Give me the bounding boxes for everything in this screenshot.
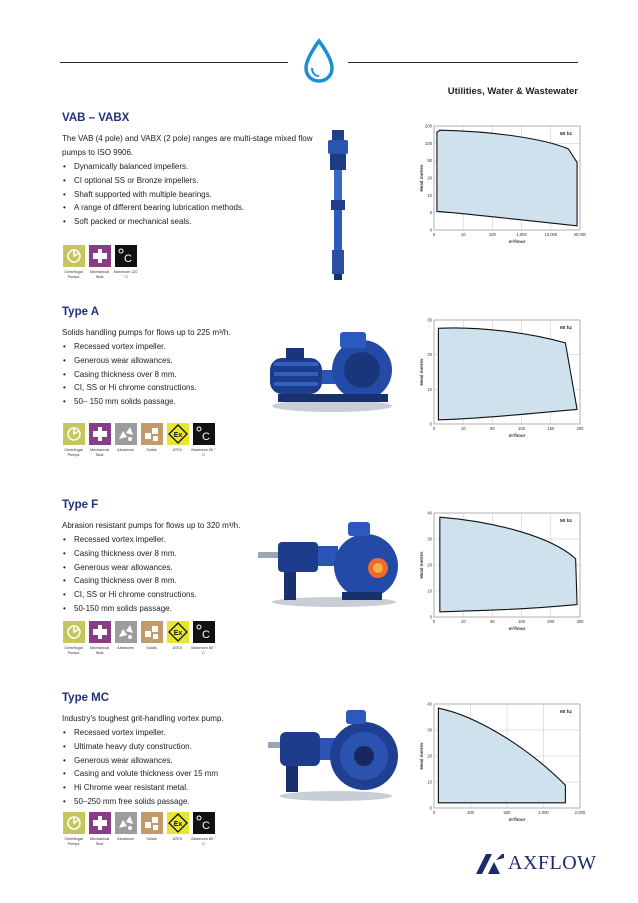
icon-label: Mechanical Seal <box>89 646 110 655</box>
y-tick-label: 200 <box>425 124 432 129</box>
list-item: • CI optional SS or Bronze impellers. <box>62 174 582 188</box>
y-tick-label: 40 <box>427 702 432 707</box>
temperature-icon <box>193 812 215 834</box>
icon-label: Centrifugal Pumps <box>64 448 83 457</box>
chart-svg <box>418 511 586 635</box>
icon-label: Solids <box>146 837 157 841</box>
y-tick-label: 20 <box>427 562 432 568</box>
frequency-label: 50 hz <box>560 326 572 331</box>
y-tick-label: 10 <box>427 386 432 392</box>
icon-label: Maximum 80 ° C <box>191 646 216 655</box>
mechanical-seal-badge <box>88 423 111 458</box>
svg-text:C: C <box>201 820 210 832</box>
performance-envelope <box>437 130 577 226</box>
frequency-label: 50 hz <box>560 519 572 524</box>
y-tick-label: 30 <box>427 727 432 733</box>
atex-badge <box>166 812 189 847</box>
abrasives-icon <box>115 621 137 643</box>
frequency-label: 50 hz <box>560 132 572 137</box>
type-mc-pump-photo <box>266 706 402 804</box>
x-tick-label: 150 <box>547 426 555 431</box>
icon-label: ATEX <box>172 646 183 650</box>
temperature-badge <box>114 245 137 280</box>
frequency-label: 50 hz <box>560 710 572 715</box>
x-tick-label: 200 <box>576 426 584 431</box>
page-subtitle: Utilities, Water & Wastewater <box>447 86 578 97</box>
x-tick-label: 50 <box>490 426 495 431</box>
list-item: • Ultimate heavy duty construction. <box>62 740 582 754</box>
atex-icon <box>167 621 189 643</box>
list-item: • 50– 150 mm solids passage. <box>62 395 582 409</box>
x-tick-label: 500 <box>503 810 511 815</box>
y-tick-label: 0 <box>429 805 432 811</box>
icon-row <box>62 423 215 458</box>
icon-label: Maximum 80 ° C <box>191 448 216 457</box>
y-tick-label: 20 <box>427 352 432 358</box>
mechanical-seal-icon <box>89 423 111 445</box>
atex-icon <box>167 812 189 834</box>
y-tick-label: 50 <box>427 158 432 164</box>
x-tick-label: 200 <box>547 619 555 624</box>
icon-label: Solids <box>146 448 157 452</box>
icon-row <box>62 812 215 847</box>
y-tick-label: 10 <box>427 779 432 785</box>
performance-envelope <box>438 328 577 420</box>
centrifugal-pumps-badge <box>62 423 85 458</box>
abrasives-badge <box>114 423 137 458</box>
y-tick-label: 10 <box>427 192 432 198</box>
x-tick-label: 10,000 <box>544 232 558 237</box>
list-item: • Casing thickness over 8 mm. <box>62 368 582 382</box>
x-tick-label: 100 <box>518 426 526 431</box>
y-tick-label: 5 <box>429 210 432 216</box>
abrasives-badge <box>114 812 137 847</box>
centrifugal-pumps-badge <box>62 621 85 656</box>
chart-vab-performance <box>418 124 586 248</box>
list-item: • Shaft supported with multiple bearings. <box>62 188 582 202</box>
mechanical-seal-icon <box>89 245 111 267</box>
mechanical-seal-icon <box>89 812 111 834</box>
mechanical-seal-badge <box>88 812 111 847</box>
centrifugal-pumps-icon <box>63 423 85 445</box>
temperature-icon <box>193 621 215 643</box>
y-axis-label: Head metres <box>419 742 424 770</box>
abrasives-icon <box>115 423 137 445</box>
chart-svg <box>418 124 586 248</box>
chart-type-a-performance <box>418 318 586 442</box>
icon-label: Maximum 80 ° C <box>191 837 216 846</box>
vertical-pump-photo <box>318 128 358 283</box>
list-item: • Recessed vortex impeller. <box>62 340 582 354</box>
atex-badge <box>166 423 189 458</box>
list-item: • Recessed vortex impeller. <box>62 533 582 547</box>
list-item: • Dynamically balanced impellers. <box>62 160 582 174</box>
temperature-badge <box>192 621 215 656</box>
svg-text:Ex: Ex <box>173 630 182 637</box>
y-tick-label: 30 <box>427 318 432 323</box>
section-title: Type MC <box>62 692 110 704</box>
x-tick-label: 1,000 <box>516 232 527 237</box>
section-description: Abrasion resistant pumps for flows up to 320 m³/h. <box>62 521 241 530</box>
y-tick-label: 20 <box>427 175 432 181</box>
icon-label: Centrifugal Pumps <box>64 837 83 846</box>
y-axis-label: Head metres <box>419 551 424 579</box>
solids-badge <box>140 423 163 458</box>
list-item: • Hi Chrome wear resistant metal. <box>62 781 582 795</box>
chart-type-f-performance <box>418 511 586 635</box>
list-item: • Generous wear allowances. <box>62 354 582 368</box>
x-tick-label: 0 <box>432 426 436 431</box>
section-description: Industry's toughest grit-handling vortex pump. <box>62 714 224 723</box>
icon-label: Mechanical Seal <box>89 448 110 457</box>
abrasives-icon <box>115 812 137 834</box>
x-tick-label: 0 <box>432 810 436 815</box>
y-tick-label: 40 <box>427 511 432 516</box>
list-item: • Generous wear allowances. <box>62 754 582 768</box>
icon-label: Centrifugal Pumps <box>64 646 83 655</box>
brand-name: AXFLOW <box>508 852 597 874</box>
icon-label: Solids <box>146 646 157 650</box>
axflow-logo-icon <box>476 854 504 874</box>
icon-label: Mechanical Seal <box>89 270 110 279</box>
x-tick-label: 0 <box>432 232 436 237</box>
chart-svg <box>418 318 586 442</box>
x-axis-label: m³/hour <box>508 433 526 438</box>
solids-badge <box>140 812 163 847</box>
icon-label: Abrasives <box>117 448 134 452</box>
type-a-pump-photo <box>262 318 402 418</box>
centrifugal-pumps-badge <box>62 812 85 847</box>
y-axis-label: Head metres <box>419 164 424 192</box>
icon-label: Mechanical Seal <box>89 837 110 846</box>
x-tick-label: 40,000 <box>573 232 586 237</box>
centrifugal-pumps-icon <box>63 245 85 267</box>
icon-label: ATEX <box>172 837 183 841</box>
svg-text:C: C <box>201 629 210 641</box>
chart-svg <box>418 702 586 826</box>
list-item: • 50–250 mm free solids passage. <box>62 795 582 809</box>
x-tick-label: 10 <box>460 426 466 431</box>
mechanical-seal-badge <box>88 245 111 280</box>
y-axis-label: Head metres <box>419 358 424 386</box>
y-tick-label: 100 <box>425 140 432 146</box>
icon-label: Maximum 120 ° C <box>113 270 138 279</box>
icon-label: Centrifugal Pumps <box>64 270 83 279</box>
x-axis-label: m³/hour <box>508 239 526 244</box>
x-tick-label: 10 <box>460 619 466 624</box>
list-item: • Recessed vortex impeller. <box>62 726 582 740</box>
axflow-logo <box>476 852 597 875</box>
solids-icon <box>141 812 163 834</box>
x-axis-label: m³/hour <box>508 626 526 631</box>
x-tick-label: 0 <box>432 619 436 624</box>
section-description: The VAB (4 pole) and VABX (2 pole) ranges are multi-stage mixed flow pumps to ISO 9906. <box>62 134 313 157</box>
x-tick-label: 50 <box>490 619 495 624</box>
header-rule-right <box>348 62 578 63</box>
x-tick-label: 100 <box>467 810 474 815</box>
y-tick-label: 0 <box>429 421 432 427</box>
centrifugal-pumps-icon <box>63 621 85 643</box>
list-item: • Casing thickness over 8 mm. <box>62 547 582 561</box>
y-tick-label: 20 <box>427 753 432 759</box>
solids-icon <box>141 621 163 643</box>
atex-icon <box>167 423 189 445</box>
header-rule-left <box>60 62 288 63</box>
x-tick-label: 1,000 <box>538 810 549 815</box>
list-item: • Soft packed or mechanical seals. <box>62 215 582 229</box>
svg-text:C: C <box>123 253 132 265</box>
x-tick-label: 2,000 <box>574 810 586 815</box>
list-item: • CI, SS or Hi chrome constructions. <box>62 588 582 602</box>
water-drop-icon <box>300 38 338 84</box>
icon-label: Abrasives <box>117 837 134 841</box>
list-item: • Generous wear allowances. <box>62 561 582 575</box>
list-item: • 50-150 mm solids passage. <box>62 602 582 616</box>
type-f-pump-photo <box>256 512 402 610</box>
y-tick-label: 0 <box>429 227 432 233</box>
temperature-icon <box>115 245 137 267</box>
svg-text:Ex: Ex <box>173 821 182 828</box>
icon-row <box>62 245 137 280</box>
centrifugal-pumps-badge <box>62 245 85 280</box>
temperature-badge <box>192 812 215 847</box>
atex-badge <box>166 621 189 656</box>
centrifugal-pumps-icon <box>63 812 85 834</box>
y-tick-label: 10 <box>427 588 432 594</box>
section-description: Solids handling pumps for flows up to 225 m³/h. <box>62 328 231 337</box>
icon-label: Abrasives <box>117 646 134 650</box>
list-item: • CI, SS or Hi chrome constructions. <box>62 381 582 395</box>
y-tick-label: 0 <box>429 614 432 620</box>
x-tick-label: 100 <box>488 232 496 237</box>
svg-text:Ex: Ex <box>173 432 182 439</box>
mechanical-seal-badge <box>88 621 111 656</box>
solids-badge <box>140 621 163 656</box>
chart-type-mc-performance <box>418 702 586 826</box>
y-tick-label: 30 <box>427 536 432 542</box>
abrasives-badge <box>114 621 137 656</box>
temperature-icon <box>193 423 215 445</box>
icon-row <box>62 621 215 656</box>
x-axis-label: m³/hour <box>508 817 526 822</box>
mechanical-seal-icon <box>89 621 111 643</box>
solids-icon <box>141 423 163 445</box>
x-tick-label: 300 <box>576 619 584 624</box>
list-item: • Casing thickness over 8 mm. <box>62 574 582 588</box>
temperature-badge <box>192 423 215 458</box>
section-title: Type A <box>62 306 100 318</box>
svg-text:C: C <box>201 431 210 443</box>
x-tick-label: 10 <box>460 232 466 237</box>
x-tick-label: 100 <box>518 619 526 624</box>
list-item: • Casing and volute thickness over 15 mm <box>62 767 582 781</box>
section-title: Type F <box>62 499 99 511</box>
icon-label: ATEX <box>172 448 183 452</box>
list-item: • A range of different bearing lubrication methods. <box>62 201 582 215</box>
section-title: VAB – VABX <box>62 112 130 124</box>
